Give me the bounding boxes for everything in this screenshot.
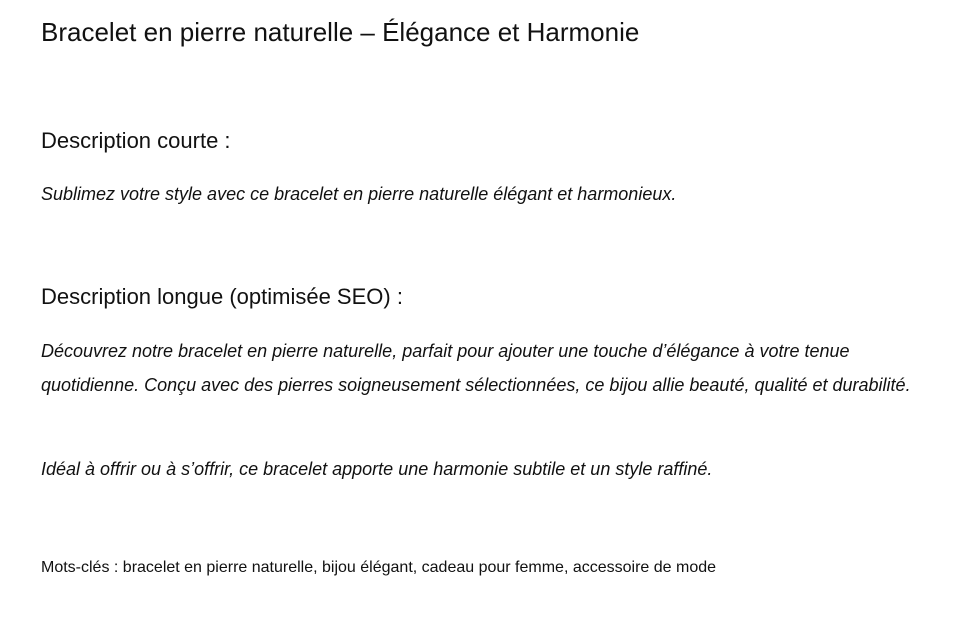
document-title: Bracelet en pierre naturelle – Élégance et Harmonie xyxy=(41,17,640,47)
short-description-heading: Description courte : xyxy=(41,128,231,153)
short-description-text: Sublimez votre style avec ce bracelet en pierre naturelle élégant et harmonieux. xyxy=(41,184,677,204)
keywords-line: Mots-clés : bracelet en pierre naturelle, bijou élégant, cadeau pour femme, accessoire de mode xyxy=(41,559,717,576)
long-description-paragraph-1: Découvrez notre bracelet en pierre naturelle, parfait pour ajouter une touche d’élégance à votre tenue quotidienne. Conçu avec des pierres soigneusement sélectionnées, ce bijou allie beauté, qualité et durabilité. xyxy=(41,341,911,395)
long-description-paragraph-2: Idéal à offrir ou à s’offrir, ce bracelet apporte une harmonie subtile et un style raffiné. xyxy=(41,459,713,479)
long-description-heading: Description longue (optimisée SEO) : xyxy=(41,284,403,309)
